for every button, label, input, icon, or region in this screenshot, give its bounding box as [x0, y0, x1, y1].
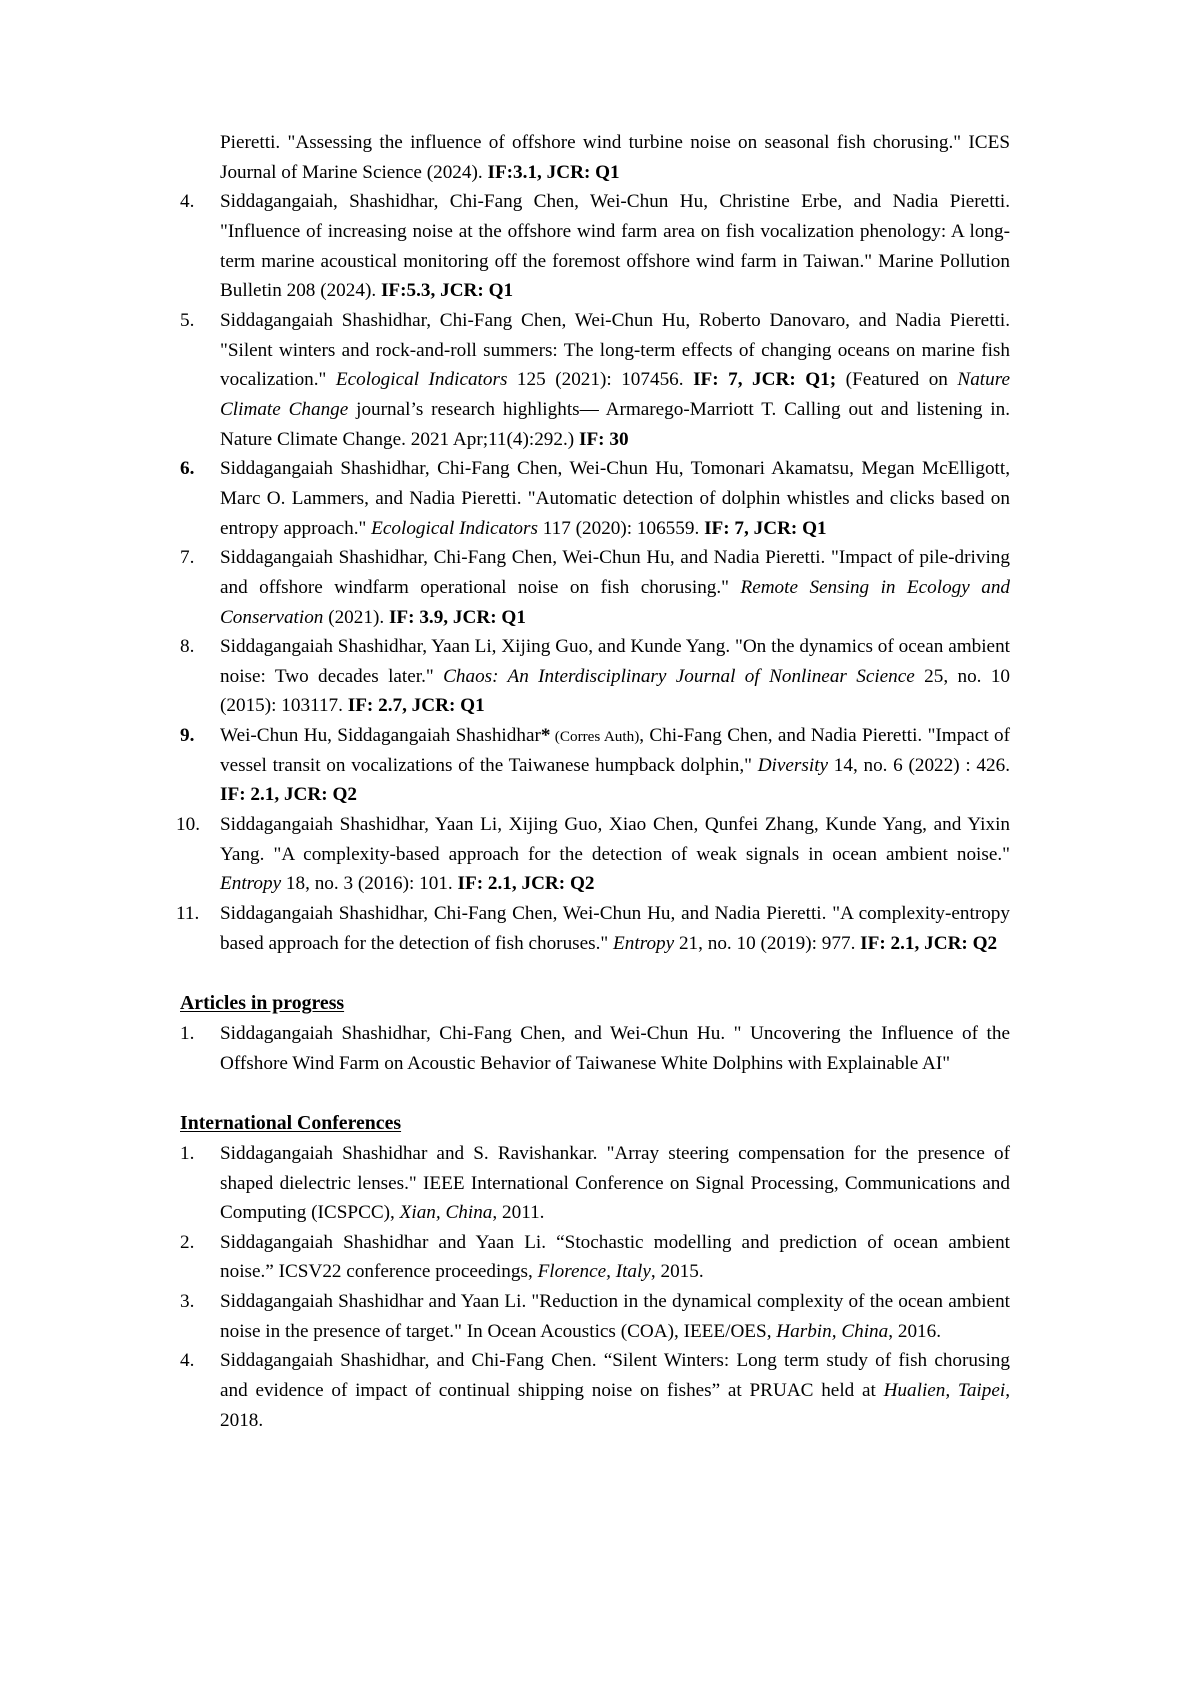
text-run-normal: Wei-Chun Hu, Siddagangaiah Shashidhar: [220, 725, 541, 747]
spacer-before-articles-in-progress: [180, 958, 1010, 988]
international-conference-item-number: 1.: [180, 1142, 195, 1164]
journal-article-item: [180, 721, 1010, 810]
journal-article-item-text: [220, 810, 1010, 899]
article-in-progress-item-number: 1.: [180, 1022, 195, 1044]
journal-article-item-text: [220, 306, 1010, 454]
text-run-italic: Ecological Indicators: [371, 517, 538, 539]
text-run-normal: Siddagangaiah Shashidhar, Chi-Fang Chen, Wei-Chun Hu, Tomonari Akamatsu, Megan McElligott, Marc O. Lammers, and Nadia Pieretti. "Automatic detection of dolphin whistles and clicks based on entropy approach.": [220, 458, 1010, 539]
continuation-text: [220, 132, 1010, 183]
international-conference-item-text: [220, 1228, 1010, 1287]
journal-article-item: [176, 810, 1010, 899]
article-in-progress-item: [180, 1019, 1010, 1078]
international-conference-item-text: [220, 1139, 1010, 1228]
international-conference-item-number: 4.: [180, 1350, 195, 1372]
international-conference-item-text: [220, 1346, 1010, 1435]
journal-article-item: [180, 543, 1010, 632]
journal-articles-list: [176, 187, 1011, 958]
section-heading-international-conferences: International Conferences: [180, 1112, 402, 1135]
journal-article-item-number: 4.: [180, 191, 195, 213]
text-run-bold: IF: 7, JCR: Q1: [704, 517, 827, 539]
text-run-normal: Siddagangaiah Shashidhar, Chi-Fang Chen, Wei-Chun Hu, Roberto Danovaro, and Nadia Pieretti. "Silent winters and rock-and-roll summers: The long-term effects of changing oceans on marine fish vocalization.": [220, 309, 1010, 391]
journal-article-item-text: [220, 454, 1010, 543]
text-run-normal: 117 (2020): 106559.: [537, 517, 705, 539]
continuation-paragraph: [220, 128, 1010, 187]
international-conferences-list: [180, 1139, 1010, 1436]
international-conference-item-number: 2.: [180, 1231, 195, 1253]
text-run-italic: Entropy: [220, 873, 282, 895]
journal-article-item-text: [220, 543, 1010, 632]
journal-article-item-number: 8.: [180, 636, 195, 658]
spacer-before-international-conferences: [180, 1078, 1010, 1108]
text-run-bold: IF: 7, JCR: Q1;: [693, 369, 837, 391]
text-run-normal: Siddagangaiah, Shashidhar, Chi-Fang Chen, Wei-Chun Hu, Christine Erbe, and Nadia Pieretti. "Influence of increasing noise at the offshore wind farm area on fish vocalization phenology: A long-term marine acoustical monitoring off the foremost offshore wind farm in Taiwan." Marine Pollution Bulletin 208 (2024).: [220, 191, 1010, 302]
document-body: [176, 128, 1011, 1435]
journal-article-item-number: 7.: [180, 547, 195, 569]
journal-article-item: [180, 306, 1010, 454]
international-conference-item-text: [220, 1287, 1010, 1346]
text-run-normal: 21, no. 10 (2019): 977.: [674, 932, 861, 954]
journal-article-item: [180, 454, 1010, 543]
journal-article-item-number: 11.: [176, 903, 200, 925]
journal-article-item-text: [220, 721, 1010, 810]
text-run-normal: Siddagangaiah Shashidhar, Yaan Li, Xijing Guo, and Kunde Yang. "On the dynamics of ocean ambient noise: Two decades later.": [220, 636, 1010, 687]
international-conference-item: [180, 1287, 1010, 1346]
journal-article-item: [176, 899, 1010, 958]
journal-article-item-text: [220, 632, 1010, 721]
journal-article-item: [180, 632, 1010, 721]
text-run-normal: Siddagangaiah Shashidhar and Yaan Li. “Stochastic modelling and prediction of ocean ambient noise.” ICSV22 conference proceedings,: [220, 1231, 1010, 1283]
journal-article-item-number: 10.: [176, 814, 200, 836]
text-run-bold: IF:3.1, JCR: Q1: [487, 161, 620, 183]
text-run-italic: Chaos: An Interdisciplinary Journal of Nonlinear Science: [443, 665, 915, 687]
section-heading-articles-in-progress: Articles in progress: [180, 992, 345, 1015]
text-run-normal: , Chi-Fang Chen, and Nadia Pieretti. "Impact of vessel transit on vocalizations of the Taiwanese humpback dolphin,": [220, 725, 1010, 776]
articles-in-progress-list: [180, 1019, 1010, 1078]
text-run-normal: , 2011.: [492, 1202, 545, 1224]
journal-article-item-number: 5.: [180, 309, 195, 331]
text-run-normal: 14, no. 6 (2022) : 426.: [828, 754, 1010, 776]
text-run-bold: IF: 2.7, JCR: Q1: [347, 695, 485, 717]
text-run-italic: Ecological Indicators: [335, 369, 508, 391]
text-run-bold: *: [540, 725, 551, 747]
text-run-normal: , 2018.: [220, 1380, 1010, 1431]
text-run-normal: Siddagangaiah Shashidhar, Chi-Fang Chen, and Wei-Chun Hu. " Uncovering the Influence of the Offshore Wind Farm on Acoustic Behavior of Taiwanese White Dolphins with Explainable AI": [220, 1022, 1010, 1074]
international-conference-item: [180, 1346, 1010, 1435]
text-run-bold: IF: 3.9, JCR: Q1: [388, 606, 526, 628]
text-run-normal: Siddagangaiah Shashidhar, Chi-Fang Chen, Wei-Chun Hu, and Nadia Pieretti. "A complexity-entropy based approach for the detection of fish choruses.": [220, 903, 1010, 954]
international-conference-item-number: 3.: [180, 1291, 195, 1313]
text-run-normal: Pieretti. "Assessing the influence of offshore wind turbine noise on seasonal fish chorusing." ICES Journal of Marine Science (2024).: [220, 132, 1010, 183]
text-run-italic: Remote Sensing in Ecology and Conservation: [220, 576, 1011, 628]
text-run-normal: journal’s research highlights— Armarego-Marriott T. Calling out and listening in. Nature Climate Change. 2021 Apr;11(4):292.): [220, 398, 1011, 450]
text-run-italic: Entropy: [613, 932, 675, 954]
text-run-italic: Nature Climate Change: [220, 369, 1010, 420]
text-run-normal: Siddagangaiah Shashidhar, Yaan Li, Xijing Guo, Xiao Chen, Qunfei Zhang, Kunde Yang, and Yixin Yang. "A complexity-based approach for the detection of weak signals in ocean ambient noise.": [220, 814, 1010, 865]
text-run-normal: Siddagangaiah Shashidhar, and Chi-Fang Chen. “Silent Winters: Long term study of fish chorusing and evidence of impact of continual shipping noise on fishes” at PRUAC held at: [220, 1350, 1010, 1402]
text-run-normal: 25, no. 10 (2015): 103117.: [220, 665, 1010, 717]
text-run-normal: Siddagangaiah Shashidhar and S. Ravishankar. "Array steering compensation for the presence of shaped dielectric lenses." IEEE International Conference on Signal Processing, Communications and Computing (ICSPCC),: [220, 1142, 1010, 1224]
text-run-small: (Corres Auth): [550, 728, 640, 746]
text-run-bold: IF: 2.1, JCR: Q2: [457, 873, 595, 895]
text-run-normal: (2021).: [323, 606, 389, 628]
international-conference-item: [180, 1228, 1010, 1287]
text-run-bold: IF: 2.1, JCR: Q2: [220, 784, 357, 806]
journal-article-item-text: [220, 899, 1010, 958]
article-in-progress-item-text: [220, 1019, 1010, 1078]
journal-article-item-number: 9.: [180, 725, 195, 747]
text-run-bold: IF: 2.1, JCR: Q2: [860, 932, 998, 954]
text-run-italic: Diversity: [757, 754, 829, 776]
text-run-normal: 125 (2021): 107456.: [507, 369, 694, 391]
text-run-bold: IF: 30: [578, 428, 629, 450]
text-run-italic: Harbin, China: [776, 1320, 889, 1342]
journal-article-item-number: 6.: [180, 458, 195, 480]
text-run-bold: IF:5.3, JCR: Q1: [380, 280, 514, 302]
journal-article-item: [180, 187, 1010, 306]
text-run-italic: Florence, Italy: [537, 1261, 651, 1283]
text-run-italic: Hualien, Taipei: [883, 1380, 1006, 1402]
text-run-normal: , 2015.: [650, 1261, 704, 1283]
text-run-normal: Siddagangaiah Shashidhar and Yaan Li. "Reduction in the dynamical complexity of the ocean ambient noise in the presence of target." In Ocean Acoustics (COA), IEEE/OES,: [220, 1291, 1010, 1342]
text-run-italic: Xian, China: [399, 1202, 493, 1224]
journal-article-item-text: [220, 187, 1010, 306]
text-run-normal: (Featured on: [836, 369, 958, 391]
text-run-normal: , 2016.: [888, 1320, 942, 1342]
text-run-normal: Siddagangaiah Shashidhar, Chi-Fang Chen, Wei-Chun Hu, and Nadia Pieretti. "Impact of pile-driving and offshore windfarm operational noise on fish chorusing.": [220, 547, 1010, 598]
international-conference-item: [180, 1139, 1010, 1228]
text-run-normal: 18, no. 3 (2016): 101.: [281, 873, 458, 895]
